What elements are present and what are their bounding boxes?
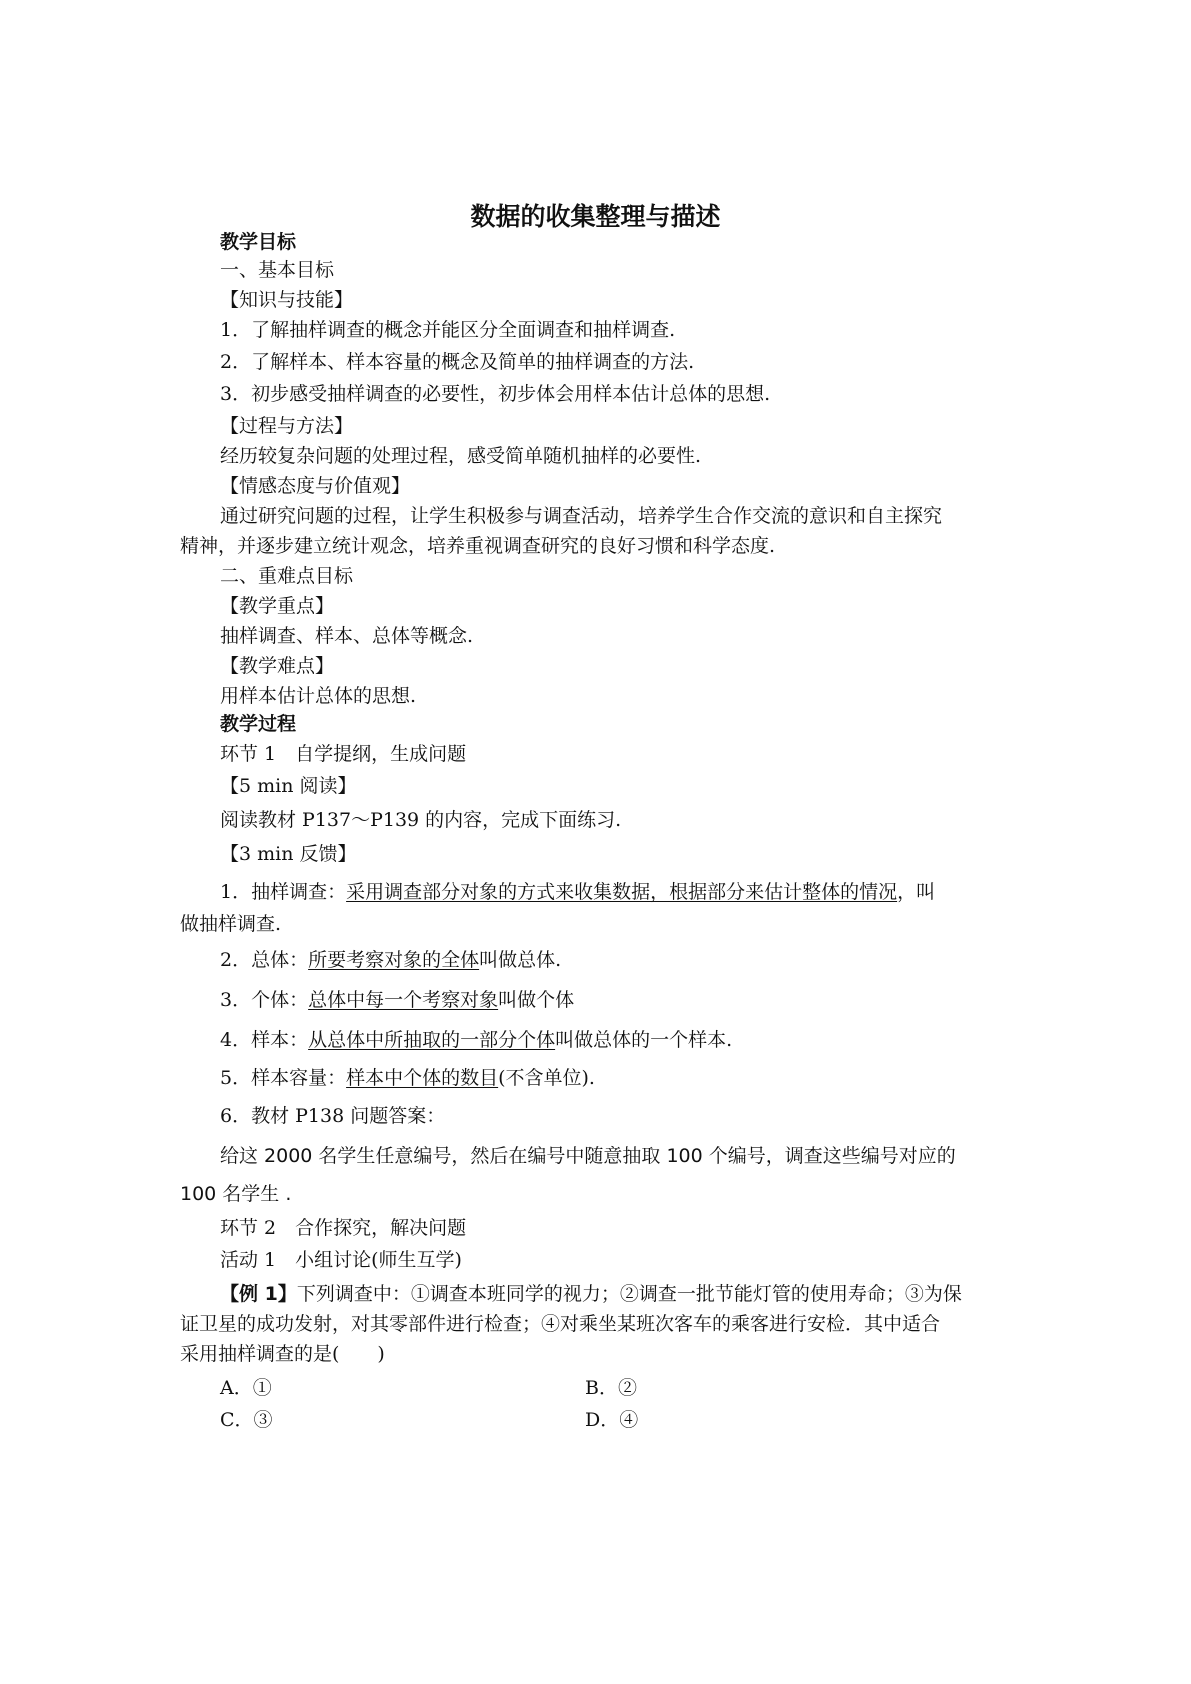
read-heading: 【5 min 阅读】 (220, 775, 357, 797)
focus-text: 抽样调查、样本、总体等概念. (220, 625, 474, 647)
question-answer: 从总体中所抽取的一部分个体 (308, 1029, 556, 1051)
example-text: 下列调查中：①调查本班同学的视力；②调查一批节能灯管的使用寿命；③为保 (296, 1283, 962, 1305)
question-prefix: 4．样本： (220, 1029, 309, 1051)
option-c: C．③ (220, 1409, 273, 1431)
question-prefix: 5．样本容量： (220, 1067, 347, 1089)
example-1-line: 采用抽样调查的是( ) (180, 1343, 385, 1365)
question-answer: 总体中每一个考察对象 (308, 989, 499, 1011)
basic-goals-heading: 一、基本目标 (220, 259, 335, 281)
knowledge-item: 3．初步感受抽样调查的必要性，初步体会用样本估计总体的思想. (220, 383, 771, 405)
option-a: A．① (220, 1377, 272, 1399)
knowledge-item: 1．了解抽样调查的概念并能区分全面调查和抽样调查. (220, 319, 676, 341)
example-1-line (220, 1280, 962, 1308)
step2-heading: 环节 2 合作探究，解决问题 (220, 1217, 467, 1239)
question-4 (220, 1026, 732, 1054)
emotion-text-line: 通过研究问题的过程，让学生积极参与调查活动，培养学生合作交流的意识和自主探究 (220, 505, 943, 527)
focus-heading: 【教学重点】 (220, 595, 335, 617)
question-answer: 采用调查部分对象的方式来收集数据，根据部分来估计整体的情况 (346, 881, 898, 903)
question-2 (220, 946, 561, 974)
knowledge-heading: 【知识与技能】 (220, 289, 354, 311)
question-1 (220, 878, 935, 906)
question-suffix: (不含单位). (498, 1067, 595, 1089)
difficulty-text: 用样本估计总体的思想. (220, 685, 417, 707)
example-label: 【例 1】 (220, 1283, 297, 1305)
emotion-text-line: 精神，并逐步建立统计观念，培养重视调查研究的良好习惯和科学态度. (180, 535, 776, 557)
question-suffix: 叫做总体. (479, 949, 562, 971)
read-text: 阅读教材 P137～P139 的内容，完成下面练习. (220, 809, 622, 831)
question-answer: 所要考察对象的全体 (308, 949, 480, 971)
page-title: 数据的收集整理与描述 (470, 202, 721, 231)
goals-heading: 教学目标 (220, 231, 297, 253)
activity1-heading: 活动 1 小组讨论(师生互学) (220, 1249, 462, 1271)
process-main-heading: 教学过程 (220, 713, 297, 735)
feedback-heading: 【3 min 反馈】 (220, 843, 357, 865)
process-heading: 【过程与方法】 (220, 415, 354, 437)
knowledge-item: 2．了解样本、样本容量的概念及简单的抽样调查的方法. (220, 351, 695, 373)
question-suffix: ，叫 (897, 881, 936, 903)
question-3 (220, 986, 574, 1014)
question-suffix: 叫做个体 (498, 989, 575, 1011)
question-6-answer-line: 给这 2000 名学生任意编号，然后在编号中随意抽取 100 个编号，调查这些编号对应的 (220, 1145, 956, 1167)
question-prefix: 3．个体： (220, 989, 309, 1011)
step1-heading: 环节 1 自学提纲，生成问题 (220, 743, 467, 765)
question-5 (220, 1064, 595, 1092)
example-1-line: 证卫星的成功发射，对其零部件进行检查；④对乘坐某班次客车的乘客进行安检．其中适合 (180, 1313, 941, 1335)
option-d: D．④ (585, 1409, 639, 1431)
question-prefix: 1．抽样调查： (220, 881, 347, 903)
emotion-heading: 【情感态度与价值观】 (220, 475, 411, 497)
question-answer: 样本中个体的数目 (346, 1067, 499, 1089)
question-prefix: 2．总体： (220, 949, 309, 971)
difficulty-heading: 【教学难点】 (220, 655, 335, 677)
key-goals-heading: 二、重难点目标 (220, 565, 354, 587)
question-1-continuation: 做抽样调查. (180, 913, 282, 935)
option-b: B．② (585, 1377, 637, 1399)
process-text: 经历较复杂问题的处理过程，感受简单随机抽样的必要性. (220, 445, 702, 467)
question-6: 6．教材 P138 问题答案： (220, 1105, 446, 1127)
question-6-answer-line: 100 名学生 . (180, 1183, 292, 1205)
question-suffix: 叫做总体的一个样本. (555, 1029, 733, 1051)
